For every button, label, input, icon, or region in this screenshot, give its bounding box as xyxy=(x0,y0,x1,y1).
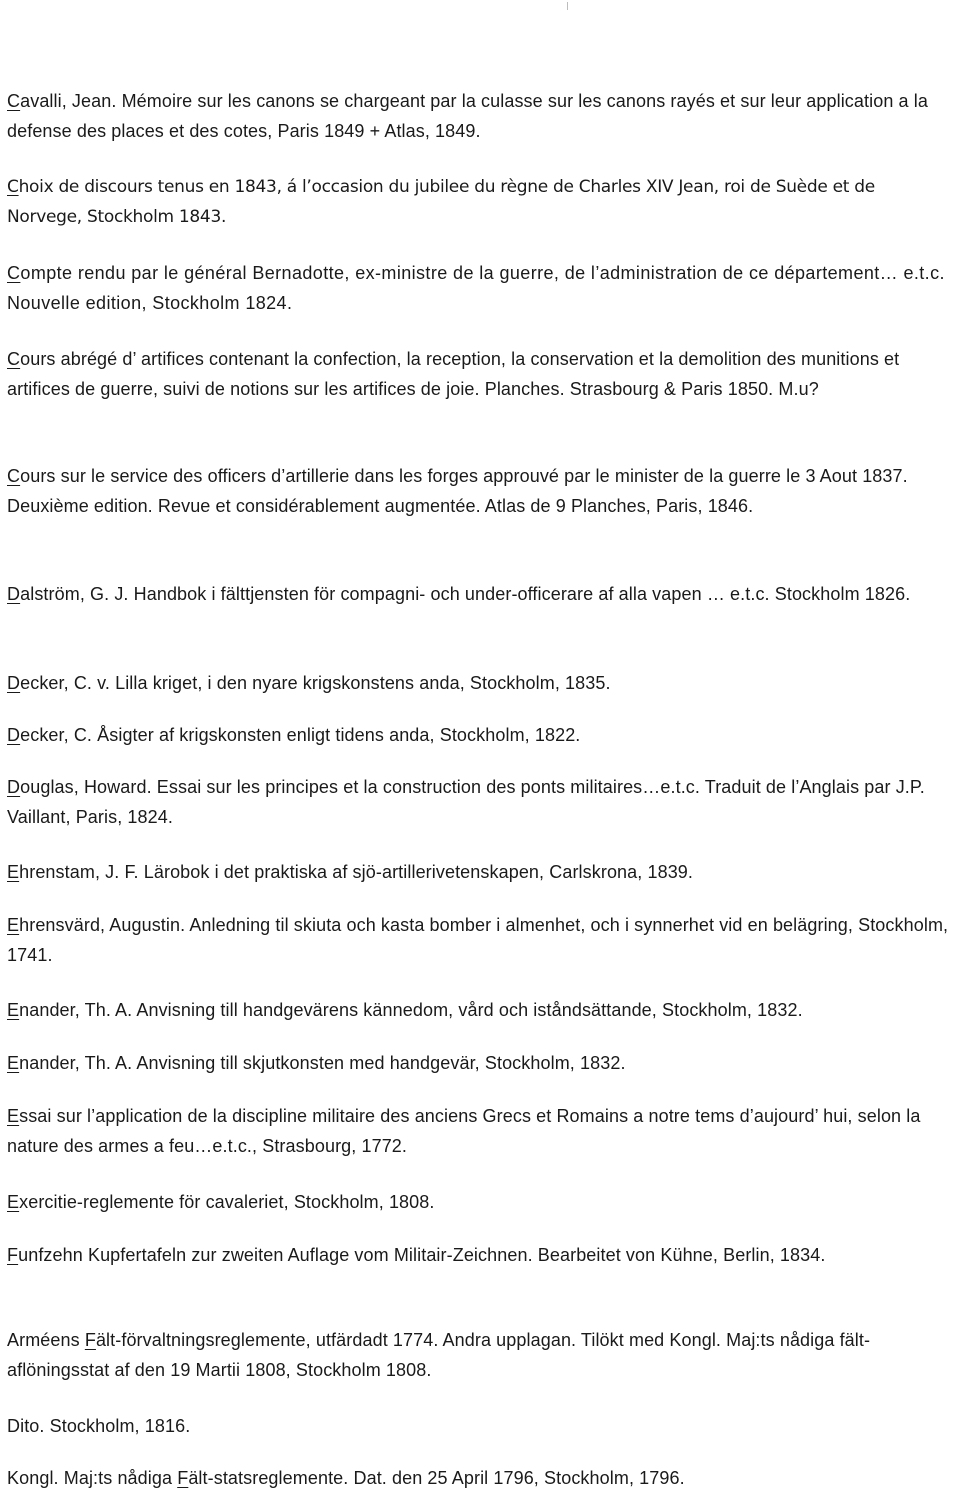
entry-initial: C xyxy=(7,263,21,283)
entry-prefix: Arméens xyxy=(7,1330,85,1350)
bibliography-entry xyxy=(7,1187,953,1217)
bibliography-entry xyxy=(7,1463,953,1493)
bibliography-entry xyxy=(7,772,953,832)
entry-initial: D xyxy=(7,725,21,745)
entry-text: ält-statsreglemente. Dat. den 25 April 1796, Stockholm, 1796. xyxy=(188,1468,685,1488)
bibliography-entry xyxy=(7,172,953,232)
scan-mark xyxy=(567,2,568,10)
entry-text: ours sur le service des officers d’artillerie dans les forges approuvé par le minister de la guerre le 3 Aout 1837. Deuxième edition. Revue et considérablement augmentée. Atlas de 9 Planches, Paris, 1846. xyxy=(7,466,908,516)
bibliography-entry xyxy=(7,1325,953,1385)
entry-initial: E xyxy=(7,862,20,882)
entry-initial: F xyxy=(84,1330,96,1350)
entry-text: hrensvärd, Augustin. Anledning til skiuta och kasta bomber i almenhet, och i synnerhet vid en belägring, Stockholm, 1741. xyxy=(7,915,949,965)
bibliography-entry xyxy=(7,1240,953,1270)
bibliography-entry xyxy=(7,1411,953,1441)
entry-text: unfzehn Kupfertafeln zur zweiten Auflage vom Militair-Zeichnen. Bearbeitet von Kühne, Berlin, 1834. xyxy=(18,1245,826,1265)
bibliography-entry xyxy=(7,910,953,970)
entry-initial: E xyxy=(7,1053,20,1073)
entry-text: ompte rendu par le général Bernadotte, ex-ministre de la guerre, de l’administration de ce département… e.t.c. Nouvelle edition, Stockholm 1824. xyxy=(7,263,945,313)
entry-initial: C xyxy=(7,466,21,486)
entry-text: ecker, C. Åsigter af krigskonsten enligt tidens anda, Stockholm, 1822. xyxy=(20,725,581,745)
entry-text: avalli, Jean. Mémoire sur les canons se chargeant par la culasse sur les canons rayés et sur leur application a la defense des places et des cotes, Paris 1849 + Atlas, 1849. xyxy=(7,91,928,141)
bibliography-entry xyxy=(7,1101,953,1161)
bibliography-entry xyxy=(7,720,953,750)
bibliography-entry xyxy=(7,86,953,146)
entry-text: xercitie-reglemente för cavaleriet, Stockholm, 1808. xyxy=(19,1192,435,1212)
bibliography-entry xyxy=(7,668,953,698)
entry-text: ecker, C. v. Lilla kriget, i den nyare krigskonstens anda, Stockholm, 1835. xyxy=(20,673,611,693)
entry-text: Dito. Stockholm, 1816. xyxy=(7,1416,191,1436)
bibliography-entry xyxy=(7,857,953,887)
entry-text: nander, Th. A. Anvisning till skjutkonsten med handgevär, Stockholm, 1832. xyxy=(19,1053,626,1073)
entry-initial: E xyxy=(7,915,20,935)
entry-initial: D xyxy=(7,584,21,604)
bibliography-entry xyxy=(7,258,953,318)
entry-initial: E xyxy=(7,1000,20,1020)
entry-initial: D xyxy=(7,777,21,797)
entry-initial: C xyxy=(7,91,21,111)
bibliography-entry xyxy=(7,1048,953,1078)
entry-text: alström, G. J. Handbok i fälttjensten för compagni- och under-officerare af alla vapen … e.t.c. Stockholm 1826. xyxy=(20,584,911,604)
entry-initial: E xyxy=(7,1192,20,1212)
entry-initial: C xyxy=(7,349,21,369)
entry-initial: F xyxy=(7,1245,19,1265)
entry-text: hoix de discours tenus en 1843, á l’occasion du jubilee du règne de Charles XIV Jean, roi de Suède et de Norvege, Stockholm 1843. xyxy=(7,177,875,227)
bibliography-entry xyxy=(7,995,953,1025)
entry-text: hrenstam, J. F. Lärobok i det praktiska af sjö-artillerivetenskapen, Carlskrona, 1839. xyxy=(19,862,694,882)
bibliography-entry xyxy=(7,461,953,521)
entry-initial: C xyxy=(7,177,19,197)
entry-initial: F xyxy=(177,1468,189,1488)
entry-initial: D xyxy=(7,673,21,693)
entry-text: ssai sur l’application de la discipline militaire des anciens Grecs et Romains a notre tems d’aujourd’ hui, selon la nature des armes a feu…e.t.c., Strasbourg, 1772. xyxy=(7,1106,921,1156)
bibliography-entry xyxy=(7,344,953,404)
entry-text: ours abrégé d’ artifices contenant la confection, la reception, la conservation et la demolition des munitions et artifices de guerre, suivi de notions sur les artifices de joie. Planches. Strasbourg & Paris 1850. M.u? xyxy=(7,349,900,399)
entry-text: nander, Th. A. Anvisning till handgevärens kännedom, vård och iståndsättande, Stockholm, 1832. xyxy=(19,1000,803,1020)
bibliography-entry xyxy=(7,579,953,609)
entry-prefix: Kongl. Maj:ts nådiga xyxy=(7,1468,178,1488)
entry-text: ält-förvaltningsreglemente, utfärdadt 1774. Andra upplagan. Tilökt med Kongl. Maj:ts nådiga fält-aflöningsstat af den 19 Martii 1808, Stockholm 1808. xyxy=(7,1330,871,1380)
entry-initial: E xyxy=(7,1106,20,1126)
entry-text: ouglas, Howard. Essai sur les principes et la construction des ponts militaires…e.t.c. Traduit de l’Anglais par J.P. Vaillant, Paris, 1824. xyxy=(7,777,925,827)
